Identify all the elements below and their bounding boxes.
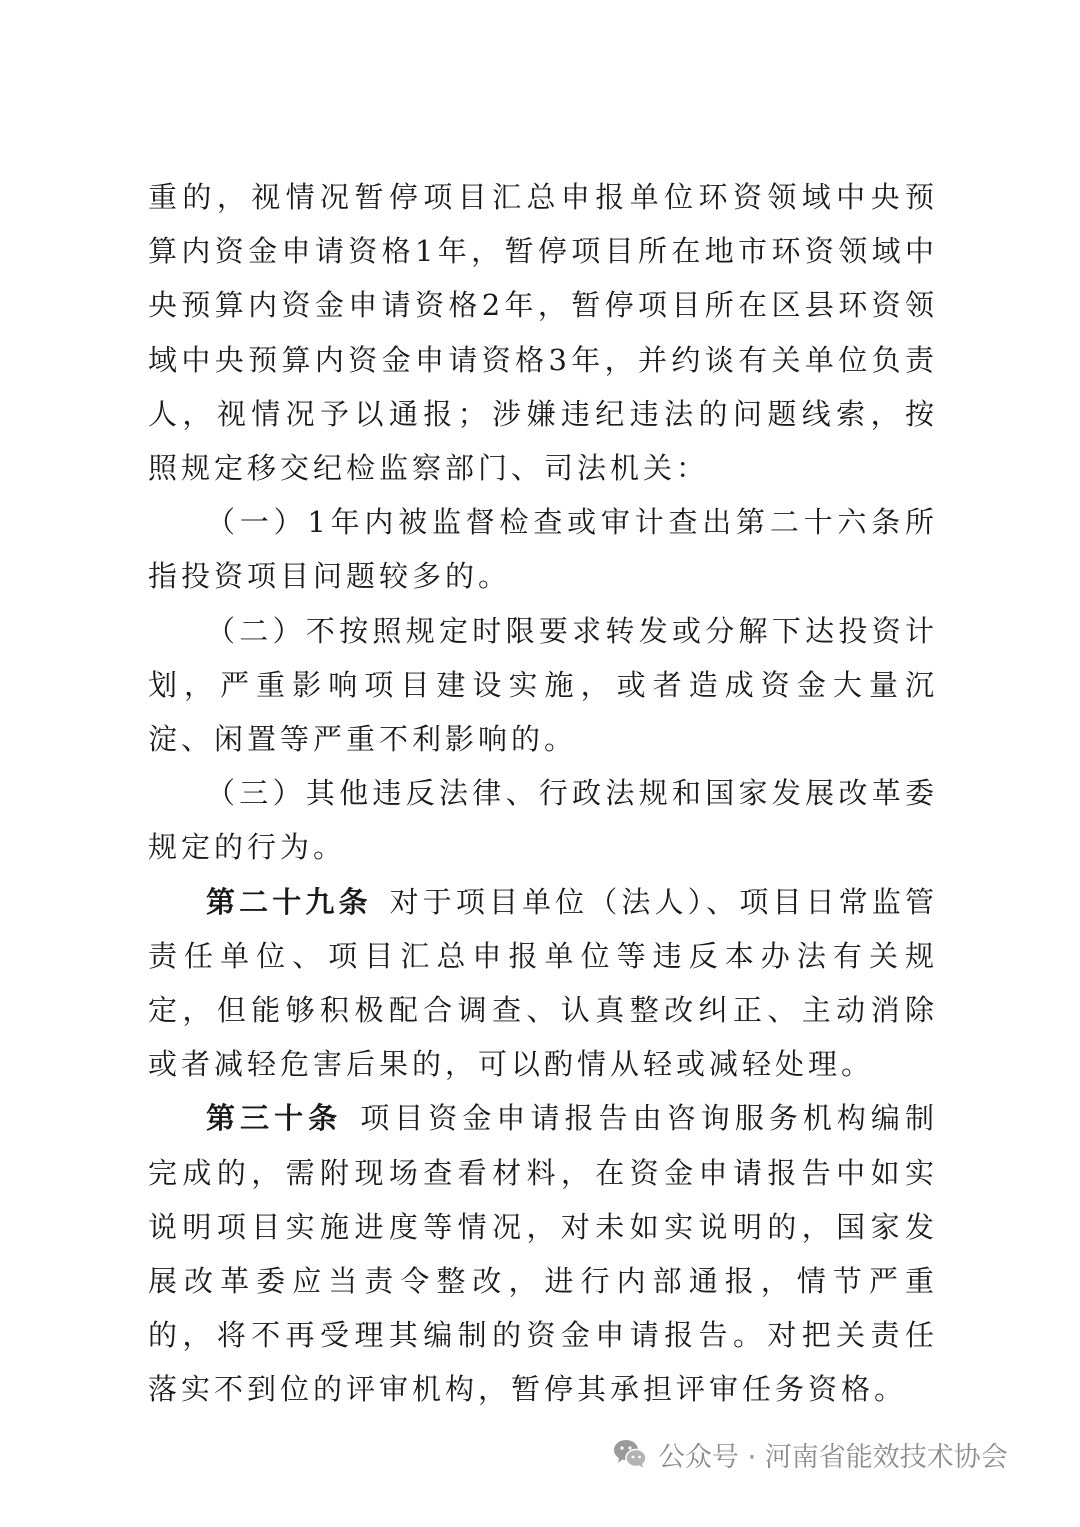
article-heading: 第三十条 bbox=[206, 1101, 343, 1136]
article-heading: 第二十九条 bbox=[206, 884, 372, 919]
paragraph-text: （一）1年内被监督检查或审计查出第二十六条所指投资项目问题较多的。 bbox=[148, 505, 938, 594]
watermark bbox=[612, 1434, 1008, 1474]
paragraph-text: （三）其他违反法律、行政法规和国家发展改革委规定的行为。 bbox=[148, 776, 938, 865]
paragraph-text: 重的，视情况暂停项目汇总申报单位环资领域中央预算内资金申请资格1年，暂停项目所在地市环资领域中央预算内资金申请资格2年，暂停项目所在区县环资领域中央预算内资金申请资格3年，并约谈有关单位负责人，视情况予以通报；涉嫌违纪违法的问题线索，按照规定移交纪检监察部门、司法机关： bbox=[148, 180, 938, 486]
wechat-icon bbox=[612, 1436, 648, 1472]
paragraph-text: （二）不按照规定时限要求转发或分解下达投资计划，严重影响项目建设实施，或者造成资金大量沉淀、闲置等严重不利影响的。 bbox=[148, 613, 938, 757]
watermark-text: 公众号 · 河南省能效技术协会 bbox=[658, 1441, 1008, 1473]
paragraph-item-3 bbox=[148, 766, 938, 874]
article-29 bbox=[148, 875, 938, 1092]
article-30 bbox=[148, 1091, 938, 1416]
paragraph-text: 项目资金申请报告由咨询服务机构编制完成的，需附现场查看材料，在资金申请报告中如实说明项目实施进度等情况，对未如实说明的，国家发展改革委应当责令整改，进行内部通报，情节严重的，将不再受理其编制的资金申请报告。对把关责任落实不到位的评审机构，暂停其承担评审任务资格。 bbox=[148, 1101, 938, 1407]
paragraph-text: 对于项目单位（法人）、项目日常监管责任单位、项目汇总申报单位等违反本办法有关规定，但能够积极配合调查、认真整改纠正、主动消除或者减轻危害后果的，可以酌情从轻或减轻处理。 bbox=[148, 884, 938, 1082]
paragraph-item-1 bbox=[148, 495, 938, 603]
document-body bbox=[148, 170, 938, 1417]
paragraph-continuation bbox=[148, 170, 938, 495]
paragraph-item-2 bbox=[148, 604, 938, 767]
